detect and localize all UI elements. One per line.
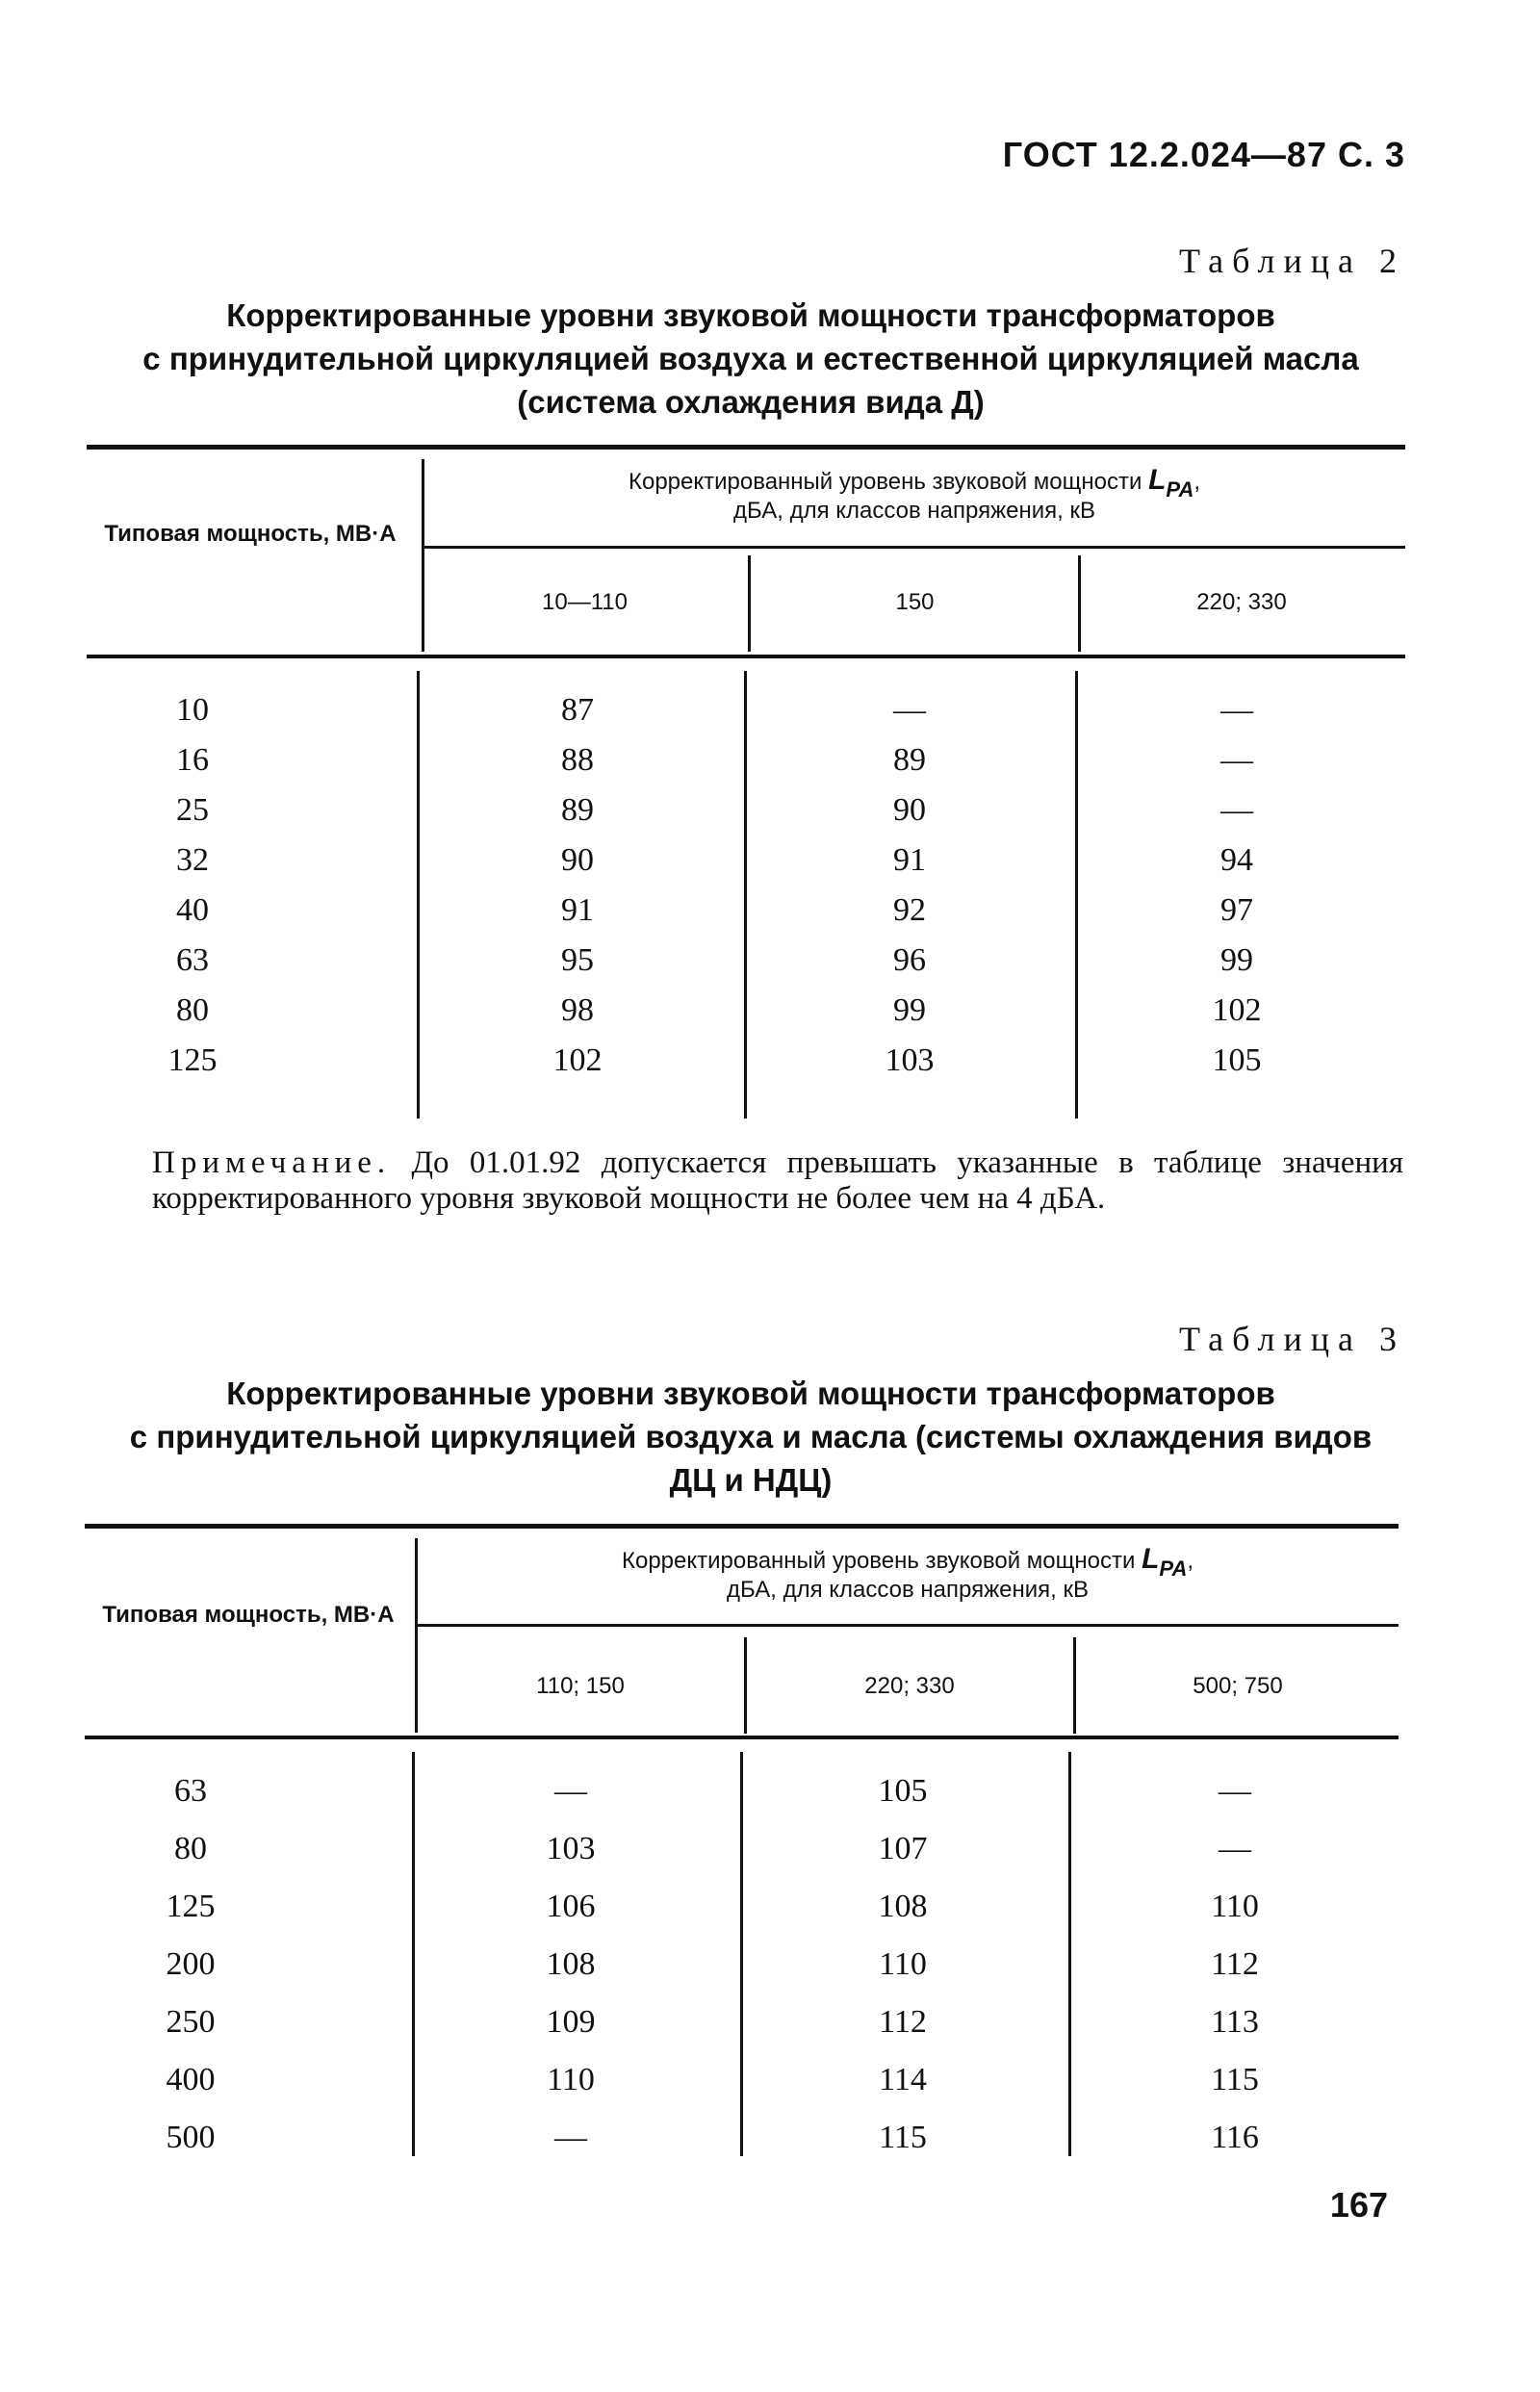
table-row	[85, 2113, 1399, 2163]
table3-cell: 115	[879, 2120, 927, 2155]
table2-subcol: 150	[895, 589, 935, 615]
table2-cell: —	[1220, 742, 1253, 778]
table3-cell: —	[554, 2120, 587, 2155]
table2-cell: 91	[561, 892, 594, 928]
table2-cell: —	[1220, 692, 1253, 728]
page-number: 167	[1329, 2185, 1388, 2225]
table3-cell: 109	[546, 2004, 596, 2040]
table3	[85, 1524, 1399, 2159]
table3-col-group-prefix: Корректированный уровень звуковой мощности	[621, 1548, 1136, 1574]
table3-cell-power: 63	[174, 1773, 207, 1809]
table-row	[87, 785, 1405, 836]
table2-col-group: Корректированный уровень звуковой мощности LPA, дБА, для классов напряжения, кВ	[628, 464, 1201, 524]
table2-cell-power: 10	[176, 692, 209, 728]
table3-cell: —	[554, 1773, 587, 1809]
table2-subcol: 220; 330	[1196, 589, 1287, 615]
table2-caption-line: (система охлаждения вида Д)	[517, 384, 985, 420]
table3-cell: 105	[878, 1773, 928, 1809]
table-row	[87, 936, 1405, 986]
table3-caption	[87, 1372, 1415, 1502]
table2-label: Таблица 2	[1179, 242, 1405, 280]
table3-cell: 108	[878, 1889, 928, 1924]
table3-col-power: Типовая мощность, МВ·А	[102, 1602, 395, 1628]
table2-col-group-prefix: Корректированный уровень звуковой мощности	[628, 469, 1142, 495]
table3-cell-power: 500	[166, 2120, 216, 2155]
table3-cell: 114	[879, 2062, 927, 2097]
table3-col-group-subscript: PA	[1159, 1556, 1188, 1581]
table2-caption	[87, 294, 1415, 424]
table3-cell: 112	[1211, 1946, 1259, 1982]
table2-cell: 102	[1212, 992, 1262, 1028]
table3-cell: 110	[547, 2062, 595, 2097]
table2-caption-line: Корректированные уровни звуковой мощности трансформаторов	[226, 297, 1275, 333]
table2-cell-power: 63	[176, 942, 209, 978]
table2-cell: 99	[893, 992, 926, 1028]
table2-cell-power: 16	[176, 742, 209, 778]
table2-cell-power: 40	[176, 892, 209, 928]
table3-cell: 113	[1211, 2004, 1259, 2040]
table2-cell: 105	[1212, 1042, 1262, 1078]
table-row	[85, 1824, 1399, 1874]
table3-cell: 116	[1211, 2120, 1259, 2155]
table2-cell: 87	[561, 692, 594, 728]
table3-cell-power: 250	[166, 2004, 216, 2040]
table3-caption-line: ДЦ и НДЦ)	[669, 1462, 833, 1498]
table-row	[87, 986, 1405, 1036]
table2-cell: 91	[893, 842, 926, 878]
table2-note	[152, 1145, 1403, 1217]
table-row	[87, 836, 1405, 886]
table2-cell: 94	[1220, 842, 1253, 878]
table2-cell: 103	[885, 1042, 935, 1078]
table2-divider	[1078, 555, 1081, 652]
table2-cell-power: 25	[176, 792, 209, 828]
table3-cell-power: 125	[166, 1889, 216, 1924]
table3-col-group-suffix: дБА, для классов напряжения, кВ	[727, 1577, 1089, 1603]
table2-group-rule	[424, 546, 1405, 549]
table2-header-rule	[87, 655, 1405, 658]
table3-divider	[744, 1637, 747, 1734]
table2-cell: 96	[893, 942, 926, 978]
table3-cell: 115	[1211, 2062, 1259, 2097]
table3-cell: 110	[1211, 1889, 1259, 1924]
table-row	[85, 1766, 1399, 1816]
table3-header-rule	[85, 1736, 1399, 1739]
table2-cell: 97	[1220, 892, 1253, 928]
table2	[87, 445, 1405, 1119]
table2-col-group-subscript: PA	[1166, 477, 1194, 502]
table2-cell: 88	[561, 742, 594, 778]
table2-cell: 95	[561, 942, 594, 978]
table2-divider	[422, 459, 424, 652]
table3-divider	[1073, 1637, 1076, 1734]
table2-cell: 90	[561, 842, 594, 878]
table2-caption-line: с принудительной циркуляцией воздуха и естественной циркуляцией масла	[142, 341, 1359, 376]
note-lead: Примечание.	[152, 1145, 392, 1180]
table-row	[87, 735, 1405, 785]
table2-cell: 89	[561, 792, 594, 828]
table2-col-group-suffix: дБА, для классов напряжения, кВ	[733, 498, 1095, 524]
table2-cell: 89	[893, 742, 926, 778]
table2-cell-power: 125	[167, 1042, 218, 1078]
table3-subcol: 220; 330	[864, 1673, 955, 1699]
table3-label: Таблица 3	[1179, 1320, 1405, 1358]
table3-col-group: Корректированный уровень звуковой мощности LPA, дБА, для классов напряжения, кВ	[621, 1543, 1194, 1603]
table3-caption-line: Корректированные уровни звуковой мощности трансформаторов	[226, 1376, 1275, 1411]
table3-cell: —	[1219, 1773, 1251, 1809]
table3-divider	[415, 1538, 418, 1733]
table2-top-rule	[87, 445, 1405, 450]
running-head: ГОСТ 12.2.024—87 С. 3	[1002, 135, 1405, 174]
table3-group-rule	[417, 1624, 1399, 1627]
table3-cell: 103	[546, 1831, 596, 1866]
table3-top-rule	[85, 1524, 1399, 1529]
table2-cell: 90	[893, 792, 926, 828]
table-row	[85, 1940, 1399, 1990]
table-row	[85, 2055, 1399, 2105]
table2-col-group-symbol: L	[1148, 464, 1167, 496]
table3-cell-power: 200	[166, 1946, 216, 1982]
table3-subcol: 110; 150	[536, 1673, 625, 1699]
table2-cell: 92	[893, 892, 926, 928]
table-row	[87, 886, 1405, 936]
table2-cell-power: 80	[176, 992, 209, 1028]
table-row	[85, 1997, 1399, 2047]
table3-cell: 107	[878, 1831, 928, 1866]
table3-caption-line: с принудительной циркуляцией воздуха и масла (системы охлаждения видов	[129, 1419, 1373, 1454]
table-row	[87, 685, 1405, 735]
table3-cell: 112	[879, 2004, 927, 2040]
table3-cell: 106	[546, 1889, 596, 1924]
table2-cell: 98	[561, 992, 594, 1028]
table3-cell: —	[1219, 1831, 1251, 1866]
note-text: До 01.01.92 допускается превышать указанные в таблице значения корректированного уровня звуковой мощности не более чем на 4 дБА.	[152, 1145, 1404, 1216]
table3-cell: 110	[879, 1946, 927, 1982]
table3-cell-power: 400	[166, 2062, 216, 2097]
table-row	[87, 1036, 1405, 1086]
table2-cell: —	[1220, 792, 1253, 828]
table3-cell: 108	[546, 1946, 596, 1982]
table2-cell-power: 32	[176, 842, 209, 878]
table-row	[85, 1882, 1399, 1932]
table3-col-group-symbol: L	[1142, 1543, 1160, 1575]
table2-subcol: 10—110	[542, 589, 628, 615]
table2-divider	[748, 555, 751, 652]
table3-subcol: 500; 750	[1193, 1673, 1283, 1699]
table3-cell-power: 80	[174, 1831, 207, 1866]
table2-cell: 102	[552, 1042, 603, 1078]
table2-cell: —	[893, 692, 926, 728]
table2-col-power: Типовая мощность, МВ·А	[104, 521, 397, 547]
table2-cell: 99	[1220, 942, 1253, 978]
